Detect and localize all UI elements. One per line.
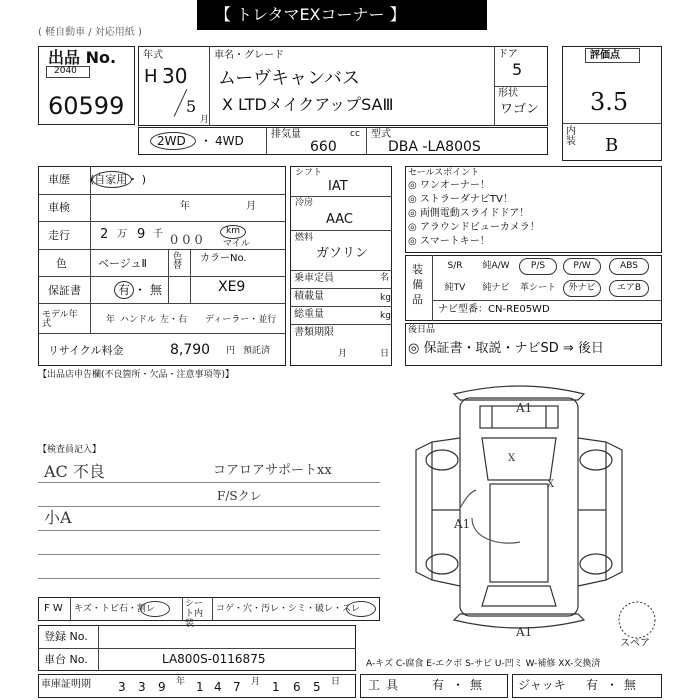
chassis-label: 車台 No. (44, 653, 88, 666)
sales-item-4: ◎ スマートキー！ (408, 236, 490, 247)
seat-text: コゲ・穴・汚レ・シミ・破レ・スレ (216, 604, 361, 614)
load-label: 積載量 (294, 291, 324, 302)
equip-aw: 純A/W (482, 261, 510, 271)
score-label: 評価点 (590, 50, 620, 61)
model-year-year: 年 (106, 315, 116, 325)
tools-opt2: 無 (470, 678, 483, 692)
equip-sr: S/R (447, 261, 463, 271)
equip-tv: 純TV (444, 283, 466, 293)
damage-x2: X (547, 479, 555, 490)
divider (366, 127, 367, 155)
color-code-label: カラーNo. (200, 253, 247, 264)
mileage-km: km (226, 226, 240, 236)
name-line2: X LTDメイクアップSAⅢ (222, 95, 394, 114)
inspection-label: 車検 (48, 201, 70, 214)
mileage-unit-sen: 千 (153, 229, 163, 240)
inspector-note2: 小A (44, 508, 72, 527)
equip-ps: P/S (519, 258, 557, 275)
divider (266, 127, 267, 155)
reg-label: 登録 No. (44, 630, 88, 643)
disp-label: 排気量 (271, 129, 301, 140)
doors-value: 5 (512, 60, 523, 79)
top-note: ( 軽自動車 / 対応用紙 ) (38, 27, 142, 38)
cert-d8: 5 (313, 680, 321, 694)
score-value: 3.5 (590, 88, 629, 116)
shape-label: 形状 (498, 88, 518, 99)
warranty-opt1: 有 (118, 283, 131, 297)
jack-opt2: 無 (624, 678, 637, 692)
divider (38, 194, 286, 195)
left-info (38, 166, 286, 366)
seller-notes-label: 【出品店申告欄(不良箇所・欠品・注意事項等)】 (38, 370, 235, 380)
cert-u0: 年 (176, 677, 186, 687)
later-value: ◎ 保証書・取説・ナビSD ⇒ 後日 (408, 341, 604, 356)
divider (38, 221, 286, 222)
divider (190, 249, 191, 303)
divider (209, 46, 210, 126)
inspector-note1: AC 不良 (44, 462, 105, 481)
later-label: 後日品 (408, 325, 436, 335)
cert-d1: 3 (138, 680, 146, 694)
mileage-digits: 000 (170, 233, 207, 248)
damage-x1: X (508, 453, 516, 464)
equip-extnavi: 外ナビ (563, 280, 601, 297)
divider (290, 324, 392, 325)
divider (38, 249, 286, 250)
capacity-unit: 名 (380, 273, 390, 283)
damage-rear: A1 (516, 625, 533, 639)
divider (38, 303, 286, 304)
lot-number: 60599 (48, 92, 125, 120)
drive-opt2: 4WD (215, 134, 244, 148)
mileage-unit-man: 万 (117, 229, 127, 240)
spare-label: スペア (620, 638, 650, 649)
equip-abs: ABS (609, 258, 649, 275)
inspector-label: 【検査員記入】 (38, 445, 102, 455)
warranty-label: 保証書 (48, 284, 81, 297)
docs-day: 日 (380, 349, 390, 359)
divider (290, 270, 392, 271)
mileage-label: 走行 (48, 229, 70, 242)
jack-sep: ・ (606, 678, 619, 692)
interior-value: B (605, 135, 619, 156)
fuel-label: 燃料 (295, 233, 314, 243)
capacity-label: 乗車定員 (294, 273, 334, 284)
color-label: 色 (56, 257, 67, 270)
equip-leather: 革シート (520, 283, 557, 293)
seat-circle (346, 601, 376, 617)
sales-item-1: ◎ ストラーダナビTV！ (408, 194, 513, 205)
divider (290, 288, 392, 289)
equip-navi: 純ナビ (482, 283, 510, 293)
lot-sub: 2040 (54, 66, 77, 76)
damage-legend: A-キズ C-腐食 E-エクボ S-サビ U-凹ミ W-補修 XX-交換済 (366, 659, 601, 669)
divider (38, 482, 380, 483)
chassis-value: LA800S-0116875 (162, 652, 266, 666)
weight-unit: kg (380, 311, 391, 321)
recycle-unit: 円 (226, 346, 236, 356)
model-value: DBA -LA800S (388, 139, 481, 155)
divider (38, 578, 380, 579)
damage-front: A1 (516, 401, 533, 415)
lot-label: 出品 No. (48, 48, 117, 67)
divider (38, 530, 380, 531)
cert-d2: 9 (158, 680, 166, 694)
sales-item-0: ◎ ワンオーナー！ (408, 180, 490, 191)
fw-text: キズ・トビ石・割レ (74, 604, 155, 614)
cert-d7: 6 (293, 680, 301, 694)
history-label: 車歴 (48, 173, 70, 186)
cert-d6: 1 (272, 680, 280, 694)
divider (182, 597, 183, 621)
color-change: 色替 (173, 252, 183, 271)
mileage-man: 2 (100, 227, 109, 242)
divider (212, 597, 213, 621)
model-label: 型式 (371, 129, 391, 140)
inspector-note4: F/Sクレ (217, 489, 262, 503)
drive-opt1: 2WD (157, 134, 186, 148)
year-value: 30 (162, 64, 188, 88)
warranty-opt2: 無 (150, 283, 163, 297)
divider (90, 166, 91, 333)
divider (98, 625, 99, 671)
equip-pw: P/W (563, 258, 601, 275)
equip-airbag: エアB (609, 280, 649, 297)
disp-value: 660 (310, 139, 337, 155)
shift-label: シフト (295, 168, 323, 178)
divider (38, 648, 356, 649)
cooling-value: AAC (326, 212, 353, 227)
history-value: (自家用・ ) (90, 173, 147, 186)
model-year-label: モデル年式 (42, 310, 78, 329)
name-label: 車名・グレード (214, 50, 284, 61)
name-line1: ムーヴキャンバス (218, 68, 360, 89)
fw-label: F W (44, 603, 63, 614)
year-label: 年式 (143, 50, 163, 61)
tools-label: 工具 (368, 678, 405, 692)
cert-u1: 月 (251, 677, 261, 687)
mileage-mile: マイル (223, 239, 250, 249)
interior-label: 内装 (566, 126, 576, 147)
cert-d5: 7 (233, 680, 241, 694)
doors-label: ドア (498, 49, 518, 60)
mileage-sen: 9 (137, 227, 146, 242)
divider (290, 196, 392, 197)
cert-d0: 3 (118, 680, 126, 694)
divider (432, 255, 433, 321)
divider (290, 306, 392, 307)
model-year-dealer: ディーラー・並行 (205, 315, 277, 325)
recycle-value: 8,790 (170, 342, 211, 358)
cert-d3: 1 (196, 680, 204, 694)
cert-d4: 4 (214, 680, 222, 694)
divider (168, 249, 169, 303)
docs-label: 書類期限 (294, 327, 334, 338)
equip-navi-model: ナビ型番：CN-RE05WD (438, 304, 550, 315)
divider (70, 597, 71, 621)
shape-value: ワゴン (500, 102, 540, 117)
sales-item-2: ◎ 両側電動スライドドア！ (408, 208, 530, 219)
header-title: 【 トレタマEXコーナー 】 (215, 5, 406, 24)
tools-opt1: 有 (432, 678, 445, 692)
cert-label: 車庫証明期 (41, 679, 91, 690)
month-unit: 月 (200, 115, 210, 125)
divider (38, 506, 380, 507)
divider (290, 230, 392, 231)
divider (562, 123, 662, 124)
seat-label: シート内装 (185, 599, 204, 629)
color-code: XE9 (218, 279, 246, 295)
inspector-note3: コアロアサポートxx (213, 463, 332, 478)
jack-label: ジャッキ (518, 678, 566, 692)
disp-unit: cc (350, 129, 360, 139)
load-unit: kg (380, 293, 391, 303)
tools-sep: ・ (452, 678, 465, 692)
docs-month: 月 (338, 349, 348, 359)
weight-label: 総重量 (294, 309, 324, 320)
recycle-note: 預託済 (243, 346, 271, 356)
recycle-label: リサイクル料金 (48, 344, 124, 357)
month-value: 5 (186, 97, 197, 116)
divider (432, 300, 662, 301)
fw-circle (140, 601, 170, 617)
divider (38, 554, 380, 555)
sales-item-3: ◎ アラウンドビューカメラ！ (408, 222, 540, 233)
equipment-label: 装備品 (412, 263, 423, 306)
divider (38, 276, 286, 277)
sales-label: セールスポイント (408, 168, 480, 178)
warranty-sep: ・ (134, 283, 147, 297)
drive-sep: ・ (200, 134, 213, 148)
cert-u2: 日 (331, 677, 341, 687)
shift-value: IAT (328, 179, 348, 194)
inspection-year: 年 (180, 201, 190, 212)
jack-opt1: 有 (586, 678, 599, 692)
fuel-value: ガソリン (316, 246, 369, 261)
color-value: ベージュⅡ (98, 257, 147, 270)
year-era: H (144, 66, 158, 87)
model-year-handle: ハンドル (120, 315, 157, 325)
damage-side: A1 (454, 517, 471, 531)
divider (38, 333, 286, 334)
model-year-lr: 左・右 (160, 315, 188, 325)
cooling-label: 冷房 (295, 198, 314, 208)
car-damage-diagram (412, 380, 657, 640)
divider (494, 86, 548, 87)
inspection-month: 月 (246, 201, 256, 212)
